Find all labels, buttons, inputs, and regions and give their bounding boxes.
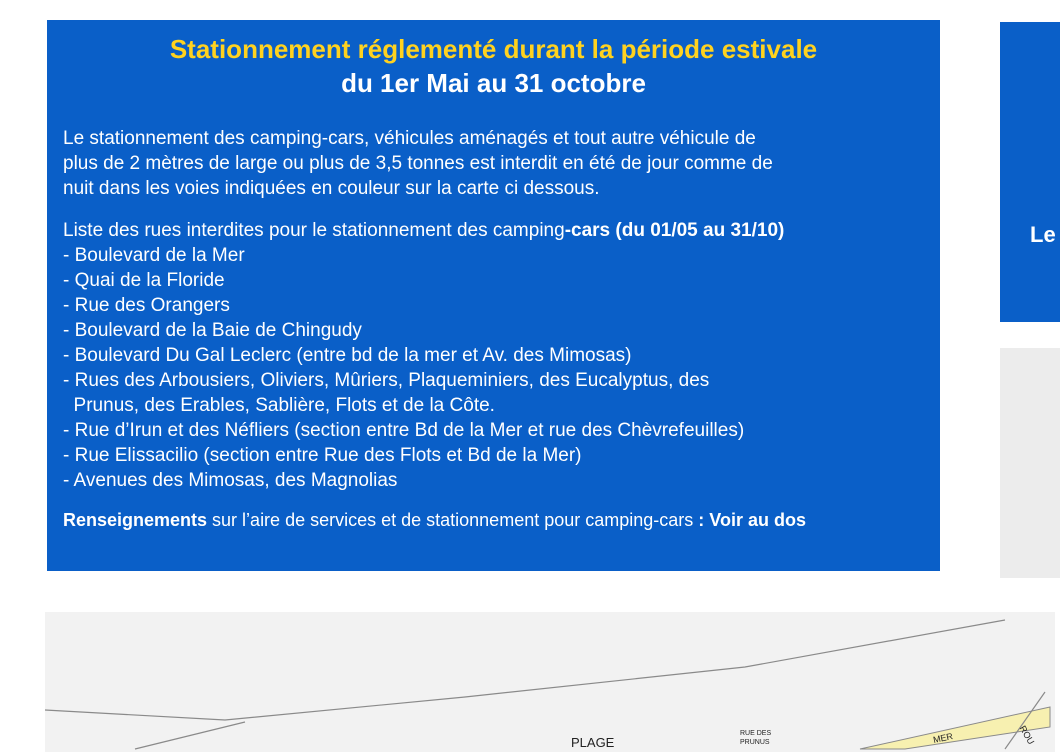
info-line (63, 508, 933, 533)
side-panel-text: Le (1030, 222, 1056, 247)
title-line-2: du 1er Mai au 31 octobre (341, 68, 646, 98)
side-blue-panel (1000, 22, 1060, 322)
info-bold: Renseignements (63, 510, 208, 530)
map-drawing (45, 612, 1050, 749)
map-label-rue-des: RUE DES (740, 730, 772, 737)
map-label-mer: MER (932, 731, 954, 745)
list-item: - Quai de la Floride (63, 270, 225, 291)
street-list (63, 218, 933, 493)
side-grey-panel (1000, 348, 1060, 578)
list-item: Prunus, des Erables, Sablière, Flots et de la Côte. (63, 395, 495, 416)
info-panel (47, 20, 940, 571)
road-line (135, 722, 245, 749)
list-item: - Boulevard Du Gal Leclerc (entre bd de la mer et Av. des Mimosas) (63, 345, 632, 366)
intro-line: Le stationnement des camping-cars, véhicules aménagés et tout autre véhicule de (63, 128, 756, 149)
intro-line: plus de 2 mètres de large ou plus de 3,5 tonnes est interdit en été de jour comme de (63, 153, 773, 174)
list-item: - Rue d’Irun et des Néfliers (section entre Bd de la Mer et rue des Chèvrefeuilles) (63, 420, 745, 441)
map-label-prunus: PRUNUS (740, 739, 770, 746)
coast-line (45, 620, 1005, 720)
intro-line: nuit dans les voies indiquées en couleur sur la carte ci dessous. (63, 178, 600, 199)
info-text: sur l’aire de services et de stationnement pour camping-cars (207, 510, 694, 530)
list-heading (63, 218, 933, 243)
list-item: - Boulevard de la Baie de Chingudy (63, 320, 362, 341)
list-item: - Rues des Arbousiers, Oliviers, Mûriers, Plaqueminiers, des Eucalyptus, des (63, 370, 710, 391)
list-item: - Rue Elissacilio (section entre Rue des Flots et Bd de la Mer) (63, 445, 582, 466)
info-link: : Voir au dos (693, 510, 806, 530)
intro-paragraph (63, 126, 923, 201)
street-items (63, 243, 933, 493)
list-item: - Avenues des Mimosas, des Magnolias (63, 470, 398, 491)
list-heading-plain: Liste des rues interdites pour le stationnement des camping (63, 220, 565, 241)
street-map (45, 612, 1055, 752)
list-item: - Boulevard de la Mer (63, 245, 245, 266)
map-label-plage: PLAGE (571, 735, 615, 750)
title-line-1: Stationnement réglementé durant la période estivale (169, 34, 818, 64)
list-item: - Rue des Orangers (63, 295, 230, 316)
map-label-rou: ROU (1017, 723, 1037, 747)
list-heading-bold: -cars (du 01/05 au 31/10) (564, 220, 785, 241)
